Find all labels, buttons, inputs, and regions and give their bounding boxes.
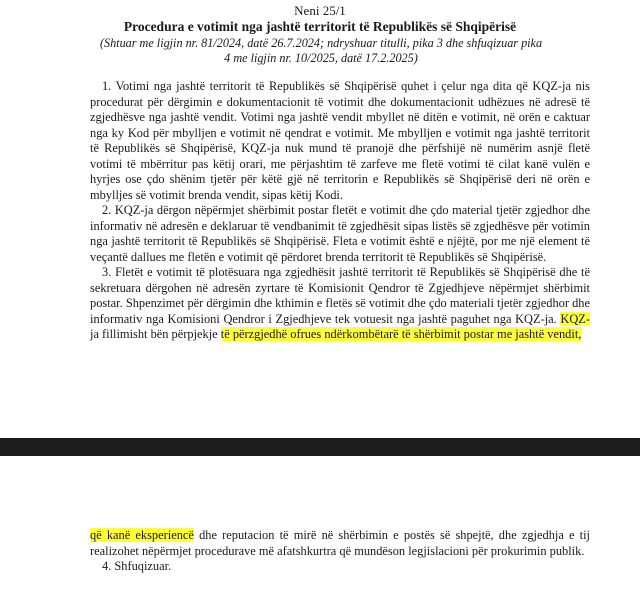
article-number: Neni 25/1 bbox=[294, 3, 346, 18]
highlight-postal-provider: të përzgjedhë ofrues ndërkombëtarë të shërbimit postar me jashtë vendit, bbox=[220, 327, 582, 341]
article-body bbox=[90, 79, 590, 343]
paragraph-4: 4. Shfuqizuar. bbox=[102, 559, 172, 573]
paragraph-3-text: 3. Fletët e votimit të plotësuara nga zgjedhësit jashtë territorit të Republikës së Shqipërisë dhe të sekretuara dërgohen në adresën zyrtare të Komisionit Qendror të Zgjedhjeve nëpërmjet shërbimit postar. Shpenzimet për dërgimin dhe kthimin e fletës së votimit dhe çdo materiali tjetër zgjedhor dhe informativ nga Komisioni Qendror i Zgjedhjeve tek votuesit nga jashtë paguhet nga KQZ-ja. bbox=[90, 265, 590, 326]
paragraph-3-ending: dhe reputacion të mirë në shërbimin e postës së shpejtë, dhe zgjedhja e tij realizohet nëpërmjet procedurave më afatshkurtra që mundëson legjislacioni për prokurimin publik. bbox=[90, 528, 590, 558]
amendment-note: (Shtuar me ligjin nr. 81/2024, datë 26.7.2024; ndryshuar titulli, pika 3 dhe shfuqizuar pika 4 me ligjin nr. 10/2025, datë 17.2.2025) bbox=[99, 36, 543, 65]
article-body-continued bbox=[90, 528, 590, 575]
paragraph-2: 2. KQZ-ja dërgon nëpërmjet shërbimit postar fletët e votimit dhe çdo material tjetër zgjedhor dhe informativ në adresën e deklaruar të vendbanimit të zgjedhësit sipas listës së zgjedhësve për votimin nga jashtë territorit të Republikës së Shqipërisë. Fleta e votimit është e njëjtë, por me një element të veçantë dallues me fletën e votimit që përdoret brenda territorit të Republikës së Shqipërisë. bbox=[90, 203, 590, 264]
paragraph-3 bbox=[90, 265, 590, 343]
document-page-bottom bbox=[0, 456, 640, 594]
paragraph-3-continued: ja fillimisht bën përpjekje bbox=[90, 327, 218, 341]
paragraph-1: 1. Votimi nga jashtë territorit të Republikës së Shqipërisë quhet i çelur nga dita që KQZ-ja nis procedurat për dërgimin e dokumentacionit të votimit dhe dokumentacionit udhëzues në adresë të zgjedhësve nga jashtë vendit. Votimi nga jashtë vendit mbyllet në ditën e votimit, në orën e caktuar nga ky Kod për mbylljen e votimit në qendrat e votimit. Me mbylljen e votimit nga jashtë territorit të Republikës së Shqipërisë, KQZ-ja nuk mund të pranojë dhe përfshijë në numërim asnjë fletë votimi të mbërritur pas këtij orari, me përjashtim të zarfeve me fletë votimi të cilat kanë vulën e hyrjes ose çdo shënim tjetër për këtë gjë në territorin e Republikës së Shqipërisë deri në orën e mbylljes së votimit brenda vendit, sipas këtij Kodi. bbox=[90, 79, 590, 202]
paragraph-3-continuation bbox=[90, 528, 590, 559]
article-title: Procedura e votimit nga jashtë territorit të Republikës së Shqipërisë bbox=[123, 19, 517, 34]
page-break-divider bbox=[0, 438, 640, 456]
highlight-experience: që kanë eksperiencë bbox=[90, 528, 194, 542]
highlight-kqz: KQZ- bbox=[560, 311, 590, 326]
